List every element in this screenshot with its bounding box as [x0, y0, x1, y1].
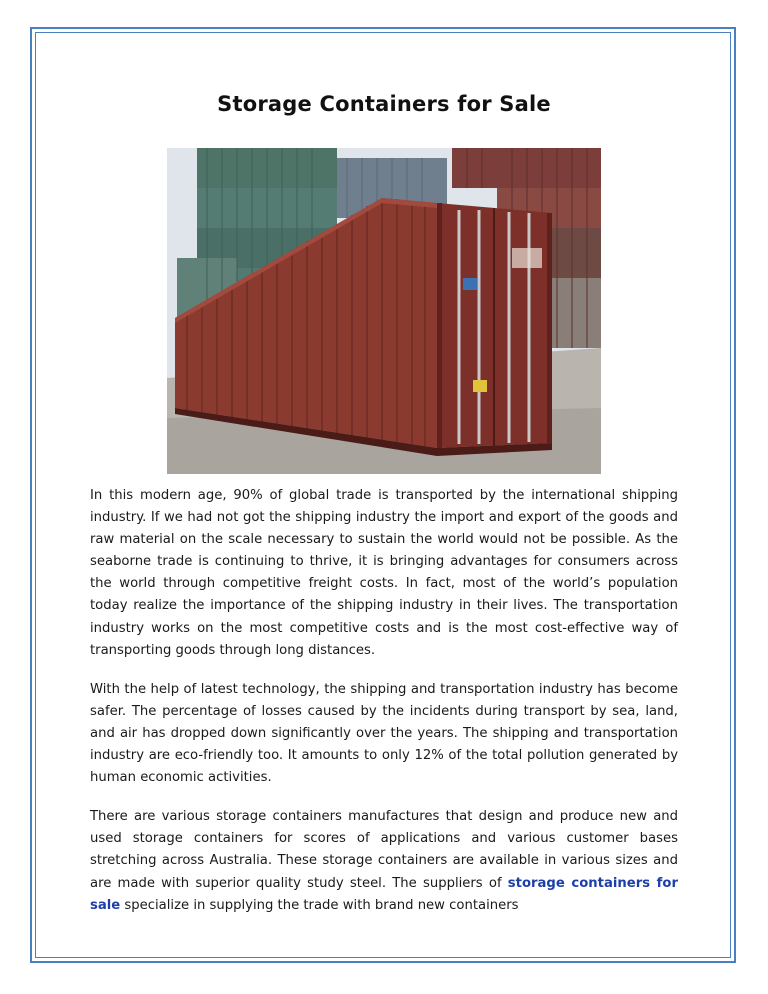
paragraph-3 — [90, 806, 678, 916]
paragraph-3-text-before: There are various storage containers manufactures that design and produce new and used storage containers for scores of applications and various customer bases stretching across Australia. These storage containers are available in various sizes and are made with superior quality study steel. The suppliers of — [90, 809, 678, 891]
storage-containers-link[interactable]: storage containers for sale — [90, 875, 678, 913]
paragraph-3-text-after: specialize in supplying the trade with brand new containers — [120, 897, 519, 913]
body-text — [90, 485, 678, 934]
paragraph-2: With the help of latest technology, the shipping and transportation industry has become safer. The percentage of losses caused by the incidents during transport by sea, land, and air has dropped down significantly over the years. The shipping and transportation industry are eco-friendly too. It amounts to only 12% of the total pollution generated by human economic activities. — [90, 681, 678, 786]
document-title: Storage Containers for Sale — [217, 92, 551, 116]
paragraph-1: In this modern age, 90% of global trade is transported by the international shipping industry. If we had not got the shipping industry the import and export of the goods and raw material on the scale necessary to sustain the world would not be possible. As the seaborne trade is continuing to thrive, it is bringing advantages for consumers across the world through competitive freight costs. In fact, most of the world’s population today realize the importance of the shipping industry in their lives. The transportation industry works on the most competitive costs and is the most cost-effective way of transporting goods through long distances. — [90, 488, 678, 658]
container-photo — [167, 148, 601, 474]
